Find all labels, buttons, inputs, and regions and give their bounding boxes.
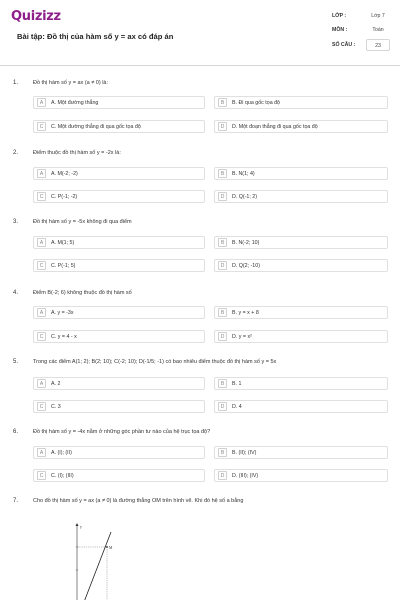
option-text: B. Đi qua gốc tọa độ [232, 100, 280, 106]
graph-figure [60, 522, 130, 600]
question-text: Đồ thị hàm số y = ax (a ≠ 0) là: [33, 80, 109, 86]
option-b[interactable] [214, 167, 388, 180]
option-c[interactable] [33, 400, 205, 413]
option-letter: A [37, 98, 46, 107]
option-d[interactable] [214, 400, 388, 413]
option-letter: A [37, 308, 46, 317]
question-number: 5. [13, 359, 19, 365]
option-text: A. Một đường thẳng [51, 100, 99, 106]
option-text: B. (II); (IV) [232, 450, 257, 456]
option-letter: B [218, 308, 227, 317]
option-letter: D [218, 402, 227, 411]
question-text: Đồ thị hàm số y = -4x nằm ở những góc phần tư nào của hệ trục tọa độ? [33, 429, 211, 435]
option-b[interactable] [214, 96, 388, 109]
option-letter: A [37, 169, 46, 178]
option-a[interactable] [33, 446, 205, 459]
option-d[interactable] [214, 120, 388, 133]
question-text: Cho đồ thị hàm số y = ax (a ≠ 0) là đường thẳng OM trên hình vẽ. Khi đó hệ số a bằng [33, 498, 244, 504]
option-text: A. 2 [51, 381, 61, 387]
question-number: 7. [13, 498, 19, 504]
option-text: D. y = x² [232, 334, 252, 340]
option-letter: C [37, 122, 46, 131]
option-text: A. (I); (II) [51, 450, 72, 456]
question-number: 4. [13, 290, 19, 296]
option-b[interactable] [214, 306, 388, 319]
option-a[interactable] [33, 306, 205, 319]
y-axis-label: y [80, 524, 82, 529]
option-c[interactable] [33, 190, 205, 203]
option-letter: B [218, 238, 227, 247]
question-text: Điểm thuộc đồ thị hàm số y = -2x là: [33, 150, 121, 156]
option-letter: D [218, 192, 227, 201]
question-number: 6. [13, 429, 19, 435]
option-d[interactable] [214, 259, 388, 272]
option-text: B. N(1; 4) [232, 171, 255, 177]
option-text: A. M(-2; -2) [51, 171, 78, 177]
option-text: C. y = 4 - x [51, 334, 77, 340]
meta-label: SỐ CÂU : [332, 42, 356, 48]
option-d[interactable] [214, 330, 388, 343]
quizizz-logo[interactable]: Quizizz [11, 9, 61, 24]
option-a[interactable] [33, 96, 205, 109]
worksheet-header [0, 0, 400, 66]
option-letter: D [218, 332, 227, 341]
option-text: C. (I); (III) [51, 473, 74, 479]
option-letter: C [37, 471, 46, 480]
meta-value: 23 [366, 39, 390, 51]
option-c[interactable] [33, 259, 205, 272]
option-b[interactable] [214, 236, 388, 249]
option-text: C. P(-1; -2) [51, 194, 78, 200]
option-d[interactable] [214, 190, 388, 203]
option-letter: D [218, 471, 227, 480]
option-text: C. 3 [51, 404, 61, 410]
option-c[interactable] [33, 330, 205, 343]
question-number: 2. [13, 150, 19, 156]
option-a[interactable] [33, 236, 205, 249]
option-text: A. M(1; 5) [51, 240, 75, 246]
option-b[interactable] [214, 377, 388, 390]
option-letter: B [218, 448, 227, 457]
option-a[interactable] [33, 377, 205, 390]
option-text: D. (III); (IV) [232, 473, 259, 479]
option-letter: A [37, 238, 46, 247]
meta-row-subject [332, 24, 390, 38]
meta-value: Lớp 7 [371, 13, 385, 19]
option-text: B. N(-2; 10) [232, 240, 260, 246]
option-letter: B [218, 169, 227, 178]
option-b[interactable] [214, 446, 388, 459]
option-letter: C [37, 332, 46, 341]
point-m [106, 546, 108, 548]
meta-label: MÔN : [332, 27, 348, 33]
option-letter: C [37, 192, 46, 201]
option-letter: C [37, 402, 46, 411]
page-title: Bài tập: Đồ thị của hàm số y = ax có đáp án [17, 32, 174, 41]
meta-value: Toán [372, 27, 384, 33]
point-m-label: M [109, 546, 113, 550]
option-letter: B [218, 98, 227, 107]
option-text: A. y = -3x [51, 310, 74, 316]
question-text: Điểm B(-2; 6) không thuộc đồ thị hàm số [33, 290, 132, 296]
question-number: 3. [13, 219, 19, 225]
meta-label: LỚP : [332, 13, 347, 19]
option-text: C. Một đường thẳng đi qua gốc tọa độ [51, 124, 141, 130]
option-text: D. 4 [232, 404, 242, 410]
option-letter: D [218, 122, 227, 131]
option-letter: D [218, 261, 227, 270]
option-text: D. Q(2; -10) [232, 263, 260, 269]
option-text: C. P(-1; 5) [51, 263, 76, 269]
option-letter: B [218, 379, 227, 388]
option-text: B. y = x + 8 [232, 310, 259, 316]
option-text: D. Một đoạn thẳng đi qua gốc tọa độ [232, 124, 318, 130]
option-letter: A [37, 448, 46, 457]
question-number: 1. [13, 80, 19, 86]
option-text: D. Q(-1; 2) [232, 194, 258, 200]
meta-row-grade [332, 10, 390, 24]
meta-row-question-count [332, 39, 390, 53]
question-text: Trong các điểm A(1; 2); B(2; 10); C(-2; 10); D(-1/5; -1) có bao nhiêu điểm thuộc đồ thị hàm số y = 5x [33, 359, 277, 365]
option-a[interactable] [33, 167, 205, 180]
option-c[interactable] [33, 469, 205, 482]
question-text: Đồ thị hàm số y = -5x không đi qua điểm [33, 219, 132, 225]
option-d[interactable] [214, 469, 388, 482]
y-axis-arrow [76, 523, 79, 526]
option-c[interactable] [33, 120, 205, 133]
option-letter: A [37, 379, 46, 388]
option-text: B. 1 [232, 381, 242, 387]
option-letter: C [37, 261, 46, 270]
